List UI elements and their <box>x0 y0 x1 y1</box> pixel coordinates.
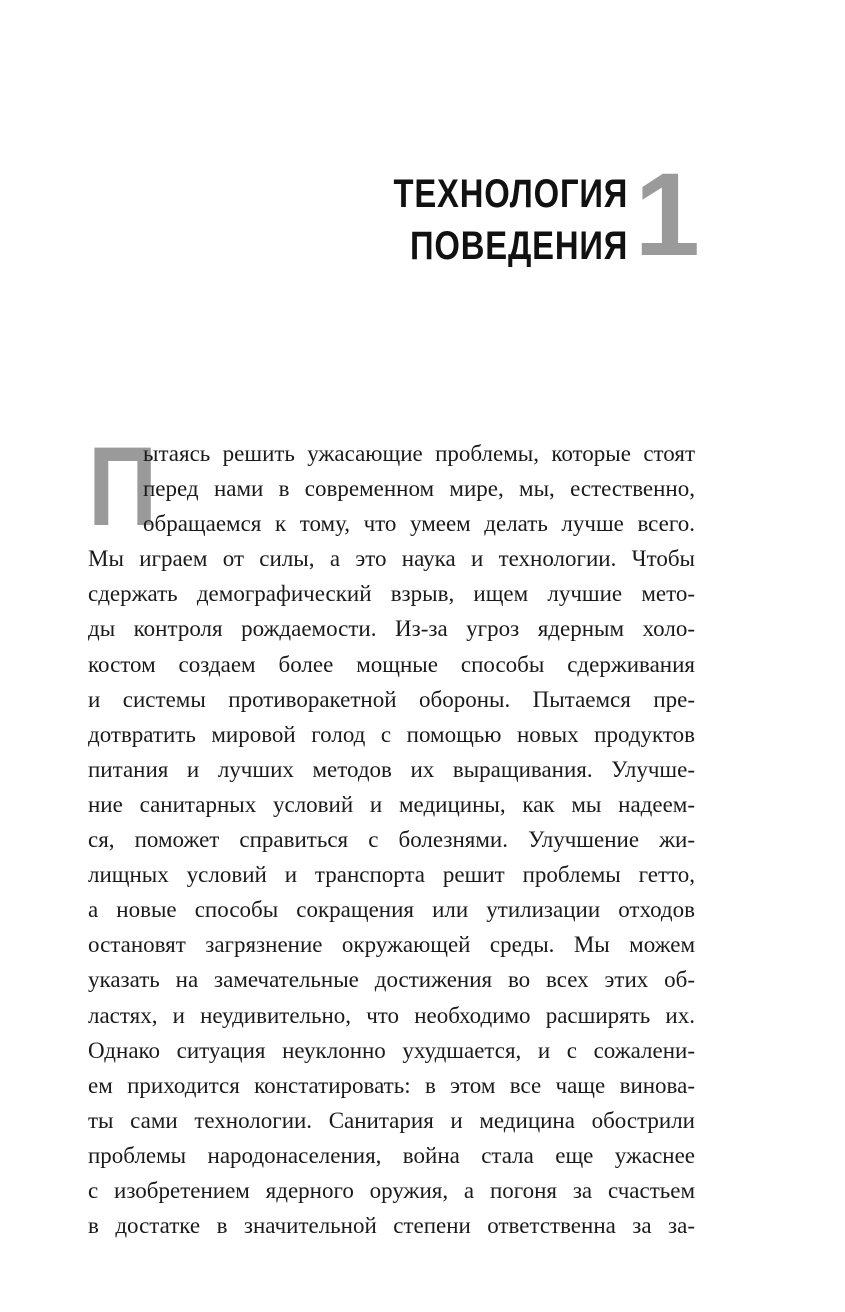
text-line: ние санитарных условий и медицины, как мы надеем- <box>88 791 695 817</box>
text-line: лищных условий и транспорта решит проблемы гетто, <box>88 862 695 888</box>
text-line: питания и лучших методов их выращивания. Улучше- <box>88 756 695 782</box>
chapter-title-line-1: ТЕХНОЛОГИЯ <box>393 172 628 216</box>
body-paragraph <box>88 424 695 1243</box>
text-line: Однако ситуация неуклонно ухудшается, и с сожалени- <box>88 1037 695 1063</box>
text-line: ытаясь решить ужасающие проблемы, которые стоят <box>143 441 695 466</box>
text-line: в достатке в значительной степени ответственна за за- <box>88 1213 695 1239</box>
text-line: и системы противоракетной обороны. Пытаемся пре- <box>88 686 695 712</box>
text-line: проблемы народонаселения, война стала еще ужаснее <box>88 1142 695 1168</box>
chapter-title <box>393 168 628 272</box>
text-line: ся, поможет справиться с болезнями. Улучшение жи- <box>88 827 695 853</box>
chapter-title-line-2: ПОВЕДЕНИЯ <box>409 224 628 268</box>
text-line: костом создаем более мощные способы сдерживания <box>88 651 695 677</box>
chapter-header <box>340 149 720 281</box>
text-line: ем приходится констатировать: в этом все чаще винова- <box>88 1072 695 1098</box>
text-line: указать на замечательные достижения во всех этих об- <box>88 967 695 993</box>
text-line: ластях, и неудивительно, что необходимо расширять их. <box>88 1002 695 1028</box>
text-line: а новые способы сокращения или утилизации отходов <box>88 897 695 923</box>
text-line: ты сами технологии. Санитария и медицина обострили <box>88 1107 695 1133</box>
text-line: ды контроля рождаемости. Из-за угроз ядерным холо- <box>88 616 695 642</box>
text-line: Мы играем от силы, а это наука и технологии. Чтобы <box>88 546 695 572</box>
text-line: с изобретением ядерного оружия, а погоня за счастьем <box>88 1177 695 1203</box>
text-line: остановят загрязнение окружающей среды. Мы можем <box>88 932 695 958</box>
drop-cap-letter: П <box>88 424 158 549</box>
text-line: сдержать демографический взрыв, ищем лучшие мето- <box>88 581 695 607</box>
text-line: обращаемся к тому, что умеем делать лучше всего. <box>143 511 695 537</box>
text-line: дотвратить мировой голод с помощью новых продуктов <box>88 721 695 747</box>
chapter-number: 1 <box>634 149 700 281</box>
text-line: перед нами в современном мире, мы, естественно, <box>143 476 695 502</box>
